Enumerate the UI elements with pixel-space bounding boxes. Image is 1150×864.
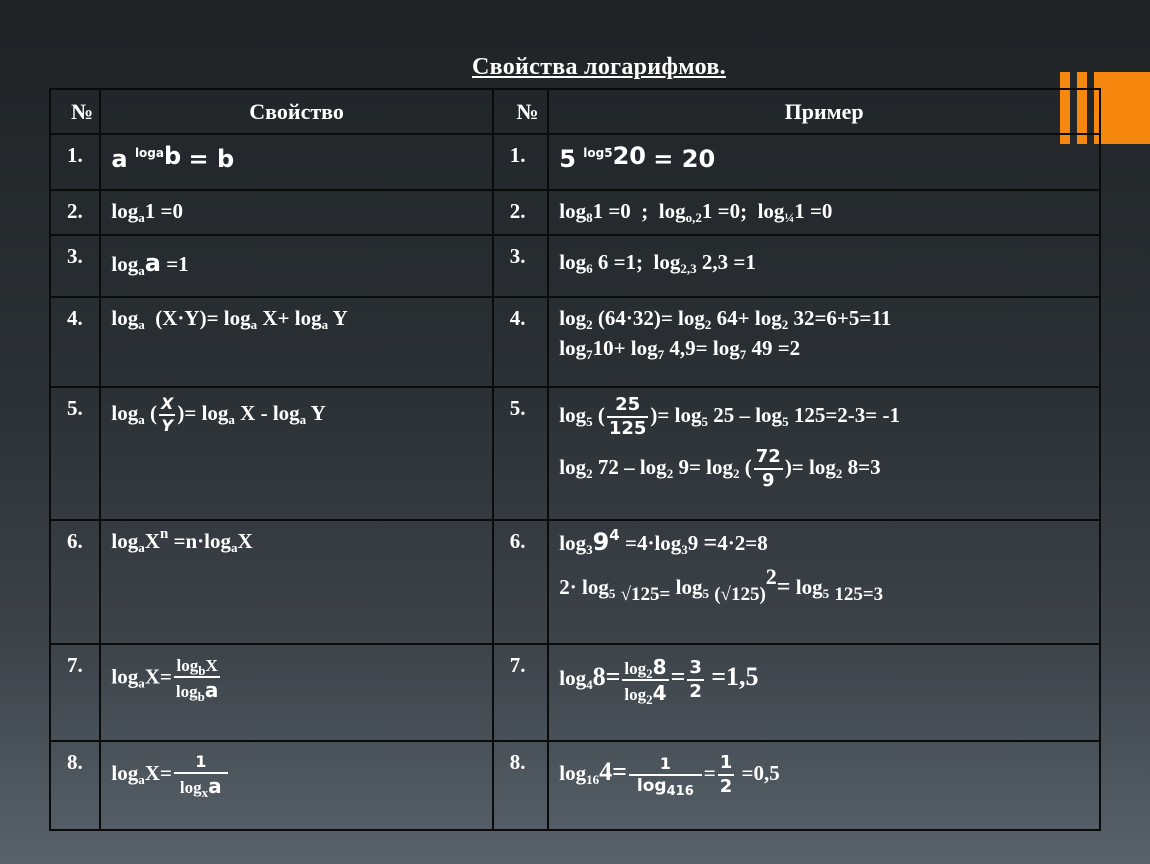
formula-text: 5 $^{log5}$20 = 20 — [559, 142, 716, 173]
property-cell — [100, 235, 492, 297]
row-number: 8. — [493, 741, 548, 830]
property-cell — [100, 297, 492, 387]
property-cell — [100, 741, 492, 830]
formula-text: $\log_6 6 =1$; $\log_{2,3} 2,3 =1$ — [559, 250, 756, 276]
property-cell — [100, 134, 492, 190]
table-row — [50, 190, 1100, 235]
table-row — [50, 387, 1100, 520]
row-number: 3. — [493, 235, 548, 297]
formula-text: $\log_2 (64\cdot 32)= \log_2 64+ \log_2 32=6+5=11$ — [559, 306, 892, 332]
example-cell — [548, 741, 1100, 830]
page-title: Свойства логарифмов. — [472, 54, 726, 80]
row-number: 1. — [493, 134, 548, 190]
row-number: 6. — [50, 520, 100, 644]
formula-text: $2\cdot \log_5 √125= \log_5 (√125)^2= \log_5 125=3$ — [559, 563, 884, 605]
table-row — [50, 235, 1100, 297]
row-number: 5. — [493, 387, 548, 520]
formula-text: $\log_{16}4=$ $\frac{1}{\log_{416}}$ = $\frac{1}{2}$ =0,5 — [559, 752, 780, 799]
table-row — [50, 297, 1100, 387]
example-cell — [548, 297, 1100, 387]
header-num-2: № — [493, 89, 548, 134]
table-header-row — [50, 89, 1100, 134]
property-cell — [100, 644, 492, 741]
example-cell — [548, 190, 1100, 235]
row-number: 7. — [493, 644, 548, 741]
row-number: 5. — [50, 387, 100, 520]
row-number: 2. — [50, 190, 100, 235]
formula-text: $\log_aX=$ $\frac{\log_bX}{\log_ba}$ — [111, 656, 219, 704]
formula-text: $\log_2 72 - \log_2 9= \log_2$ ( $\frac{72}{9}$ )= $\log_2 8=3$ — [559, 446, 881, 491]
row-number: 3. — [50, 235, 100, 297]
row-number: 8. — [50, 741, 100, 830]
header-num: № — [50, 89, 100, 134]
formula-text: $\log_a1 =0$ — [111, 199, 183, 225]
formula-text: $\log_a$ ( $\frac{X}{Y}$ )= $\log_a X - \log_a Y$ — [111, 394, 326, 435]
header-example: Пример — [548, 89, 1100, 134]
table-row — [50, 644, 1100, 741]
formula-text: $\log_48=$ $\frac{\log_28}{\log_24}$ = $\frac{3}{2}$ =1,5 — [559, 655, 759, 707]
example-cell — [548, 520, 1100, 644]
formula-text: $\log_81 =0$ ; $\log_{o,2}1 =0$; $\log_{\frac{1}{4}}1 =0$ — [559, 199, 833, 225]
formula-text: $\log_39^4 =4\cdot\log_39 =4\cdot 2=8$ — [559, 526, 768, 557]
orange-block — [1094, 72, 1150, 144]
example-cell — [548, 235, 1100, 297]
row-number: 4. — [50, 297, 100, 387]
table-row — [50, 134, 1100, 190]
property-cell — [100, 190, 492, 235]
table-row — [50, 520, 1100, 644]
formula-text: a $^{loga}$b = b — [111, 142, 235, 173]
row-number: 6. — [493, 520, 548, 644]
property-cell — [100, 387, 492, 520]
row-number: 1. — [50, 134, 100, 190]
row-number: 4. — [493, 297, 548, 387]
formula-text: $\log_a (X\cdot Y)= \log_a X+ \log_a Y$ — [111, 306, 348, 332]
row-number: 7. — [50, 644, 100, 741]
formula-text: $\log_5$ ( $\frac{25}{125}$ )= $\log_5 25 - \log_5 125=2-3= -1$ — [559, 394, 900, 439]
formula-text: $\log_710+ \log_7 4,9= \log_7 49 =2$ — [559, 336, 801, 363]
formula-text: $\log_aX^n =n\cdot\log_aX$ — [111, 526, 253, 555]
row-number: 2. — [493, 190, 548, 235]
properties-table — [49, 88, 1101, 831]
example-cell — [548, 644, 1100, 741]
property-cell — [100, 520, 492, 644]
formula-text: $\log_aa =1$ — [111, 249, 189, 278]
header-property: Свойство — [100, 89, 492, 134]
example-cell — [548, 387, 1100, 520]
table-row — [50, 741, 1100, 830]
formula-text: $\log_aX=$ $\frac{1}{\log_xa}$ — [111, 754, 491, 796]
example-cell — [548, 134, 1100, 190]
